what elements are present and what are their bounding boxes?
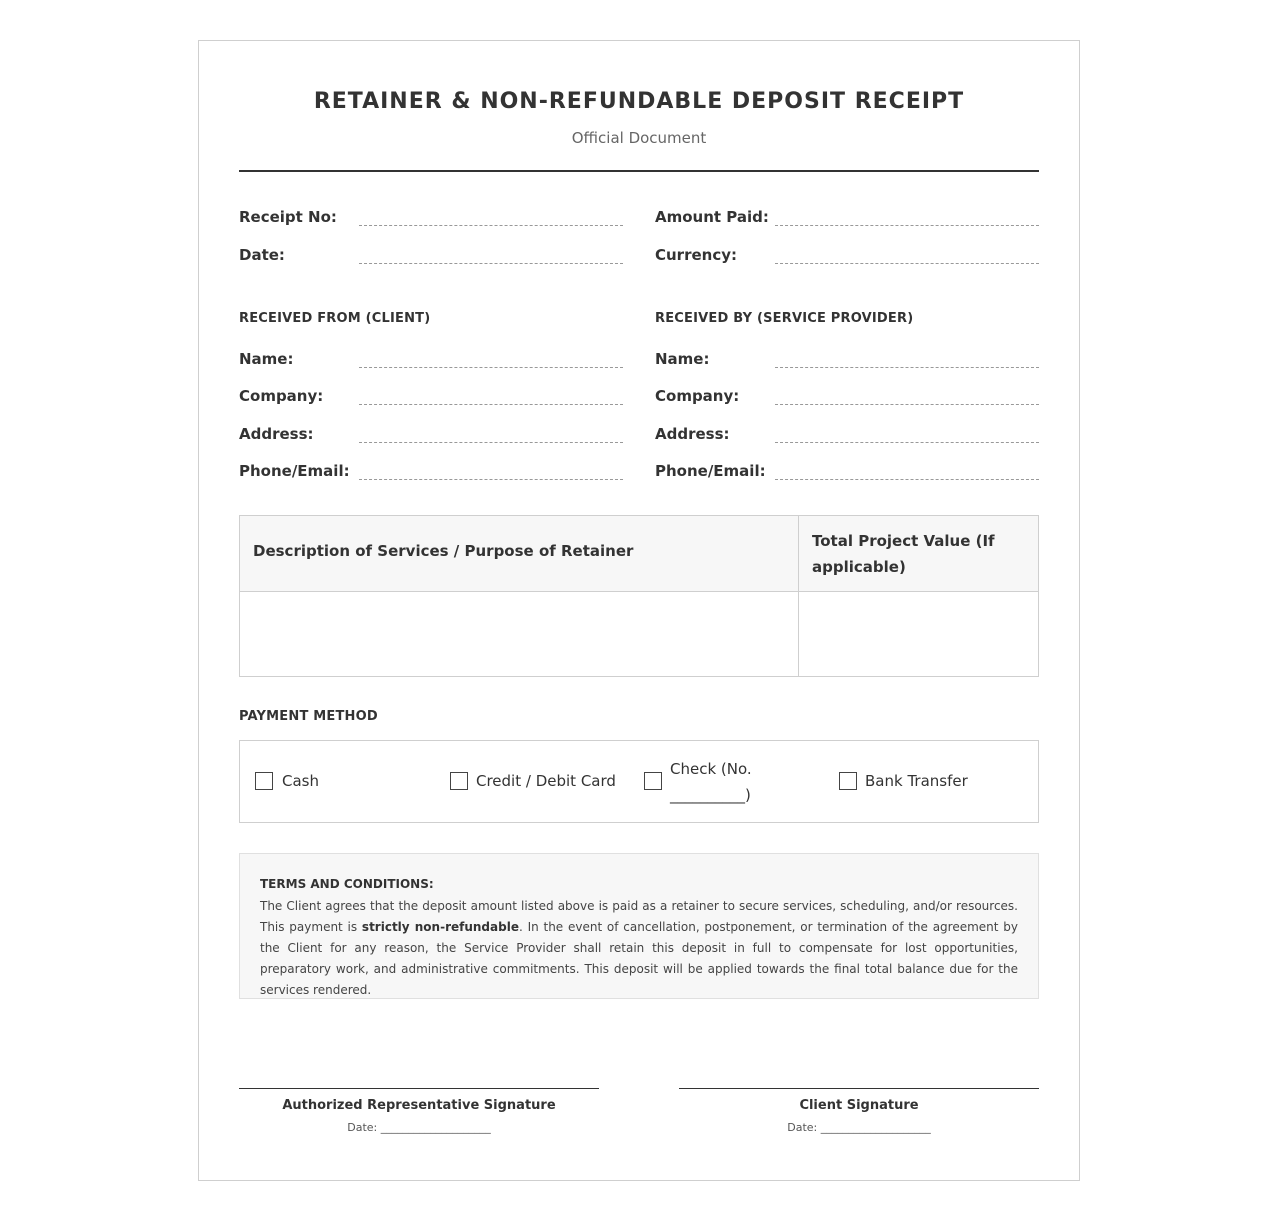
check-number-line[interactable]: __________)	[670, 786, 751, 804]
client-signature-line[interactable]	[679, 1088, 1039, 1089]
party-row-name	[239, 347, 1039, 371]
cash-checkbox[interactable]	[255, 772, 273, 790]
provider-company-label: Company:	[655, 387, 740, 405]
party-row-company	[239, 384, 1039, 408]
party-row-address	[239, 422, 1039, 446]
cash-label: Cash	[282, 772, 319, 790]
client-name-field[interactable]	[239, 347, 623, 371]
document-title: RETAINER & NON-REFUNDABLE DEPOSIT RECEIPT	[313, 89, 965, 114]
provider-contact-label: Phone/Email:	[655, 462, 766, 480]
representative-signature-block	[239, 1088, 599, 1134]
client-signature-label: Client Signature	[799, 1098, 919, 1113]
terms-text-part1: The Client agrees that the deposit amount listed above is paid as a retainer to secure services, scheduling, and/or resources. This payment is	[260, 899, 1018, 934]
services-description-cell[interactable]	[240, 593, 798, 676]
terms-heading: TERMS AND CONDITIONS:	[260, 877, 434, 891]
project-value-cell[interactable]	[799, 593, 1038, 676]
client-name-label: Name:	[239, 350, 294, 368]
provider-address-line[interactable]	[775, 442, 1039, 443]
client-company-label: Company:	[239, 387, 324, 405]
client-name-line[interactable]	[359, 367, 623, 368]
receipt-no-line[interactable]	[359, 225, 623, 226]
client-contact-field[interactable]	[239, 459, 623, 483]
amount-paid-line[interactable]	[775, 225, 1039, 226]
payment-option-check[interactable]	[644, 741, 824, 822]
bank-transfer-label: Bank Transfer	[865, 772, 968, 790]
services-table-header	[240, 516, 1038, 592]
provider-name-line[interactable]	[775, 367, 1039, 368]
terms-text-bold: strictly non-refundable	[361, 920, 519, 934]
document-subtitle: Official Document	[571, 129, 707, 147]
project-value-header: Total Project Value (If applicable)	[812, 532, 995, 576]
client-contact-line[interactable]	[359, 479, 623, 480]
provider-contact-line[interactable]	[775, 479, 1039, 480]
services-table	[239, 515, 1039, 677]
client-signature-block	[679, 1088, 1039, 1134]
meta-row-2	[239, 243, 1039, 267]
terms-text	[260, 896, 1018, 1001]
representative-signature-label: Authorized Representative Signature	[282, 1098, 556, 1113]
client-date[interactable]: Date: ____________________	[787, 1121, 931, 1134]
currency-field[interactable]	[655, 243, 1039, 267]
services-description-header: Description of Services / Purpose of Retainer	[253, 542, 634, 560]
provider-address-label: Address:	[655, 425, 730, 443]
date-line[interactable]	[359, 263, 623, 264]
receipt-document	[198, 40, 1080, 1181]
representative-date[interactable]: Date: ____________________	[347, 1121, 491, 1134]
terms-box	[239, 853, 1039, 999]
client-heading: RECEIVED FROM (CLIENT)	[239, 311, 431, 326]
payment-method-heading: PAYMENT METHOD	[239, 709, 378, 724]
client-company-field[interactable]	[239, 384, 623, 408]
check-label-line1: Check (No.	[670, 760, 752, 778]
date-label: Date:	[239, 246, 285, 264]
provider-address-field[interactable]	[655, 422, 1039, 446]
terms-text-part2: . In the event of cancellation, postponement, or termination of the agreement by the Client for any reason, the Service Provider shall retain this deposit in full to compensate for lost opportunities, preparatory work, and administrative commitments. This deposit will be applied towards the final total balance due for the services rendered.	[260, 920, 1018, 997]
meta-row-1	[239, 205, 1039, 229]
header-divider	[239, 170, 1039, 172]
card-checkbox[interactable]	[450, 772, 468, 790]
provider-name-field[interactable]	[655, 347, 1039, 371]
payment-option-cash[interactable]	[255, 741, 435, 822]
amount-paid-label: Amount Paid:	[655, 208, 769, 226]
representative-signature-line[interactable]	[239, 1088, 599, 1089]
receipt-no-field[interactable]	[239, 205, 623, 229]
currency-line[interactable]	[775, 263, 1039, 264]
provider-company-line[interactable]	[775, 404, 1039, 405]
payment-option-bank-transfer[interactable]	[839, 741, 1029, 822]
document-body	[239, 41, 1039, 1180]
client-contact-label: Phone/Email:	[239, 462, 350, 480]
client-address-field[interactable]	[239, 422, 623, 446]
receipt-no-label: Receipt No:	[239, 208, 337, 226]
client-address-line[interactable]	[359, 442, 623, 443]
provider-contact-field[interactable]	[655, 459, 1039, 483]
date-field[interactable]	[239, 243, 623, 267]
provider-heading: RECEIVED BY (SERVICE PROVIDER)	[655, 311, 914, 326]
client-company-line[interactable]	[359, 404, 623, 405]
party-row-contact	[239, 459, 1039, 483]
payment-option-card[interactable]	[450, 741, 630, 822]
check-checkbox[interactable]	[644, 772, 662, 790]
provider-name-label: Name:	[655, 350, 710, 368]
payment-method-box	[239, 740, 1039, 823]
amount-paid-field[interactable]	[655, 205, 1039, 229]
client-address-label: Address:	[239, 425, 314, 443]
currency-label: Currency:	[655, 246, 738, 264]
provider-company-field[interactable]	[655, 384, 1039, 408]
bank-transfer-checkbox[interactable]	[839, 772, 857, 790]
card-label: Credit / Debit Card	[476, 772, 616, 790]
